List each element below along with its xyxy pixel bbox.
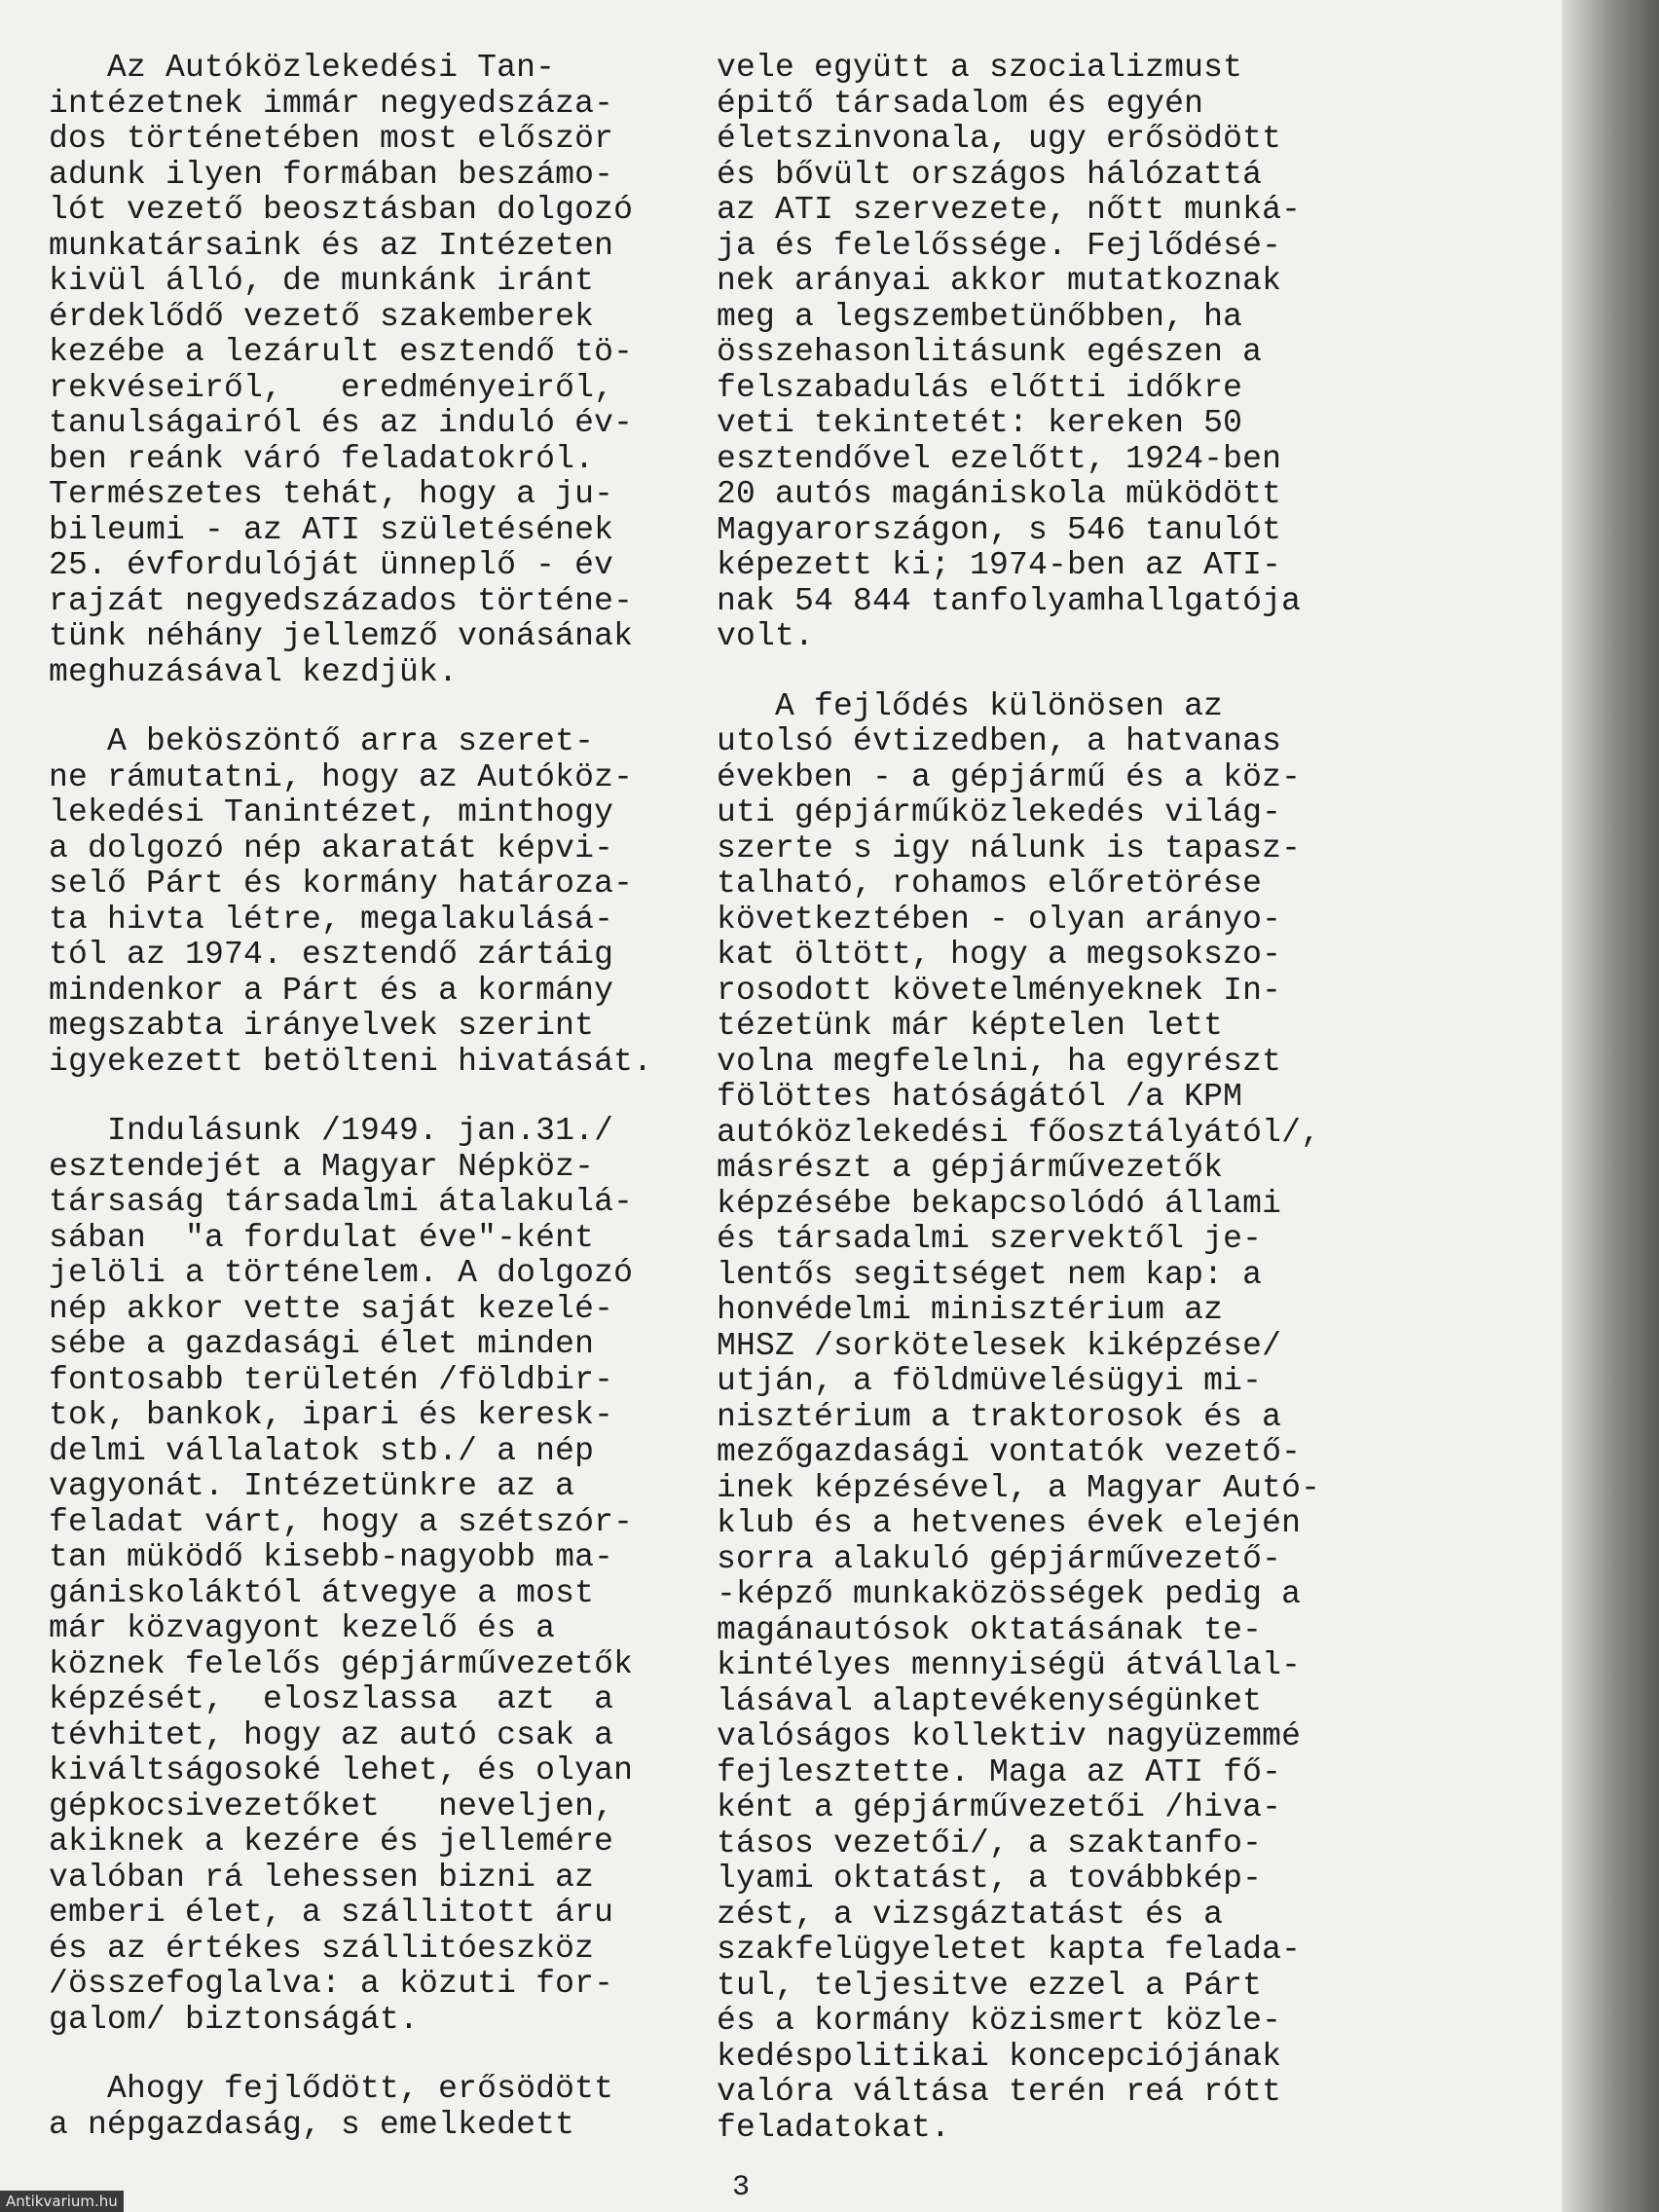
text-line: vele együtt a szocializmust — [717, 50, 1243, 86]
text-line: a népgazdaság, s emelkedett — [49, 2106, 575, 2143]
text-line: kezébe a lezárult esztendő tö- — [49, 334, 634, 370]
text-line: ben reánk váró feladatokról. — [49, 440, 595, 477]
text-line: inek képzésével, a Magyar Autó- — [717, 1469, 1321, 1506]
text-line: uti gépjárműközlekedés világ- — [717, 794, 1282, 830]
paragraph — [49, 1114, 691, 2038]
text-line: kiváltságosoké lehet, és olyan — [49, 1752, 634, 1788]
text-line: sébe a gazdasági élet minden — [49, 1326, 595, 1362]
text-line: munkatársaink és az Intézeten — [49, 227, 614, 264]
text-line: lyami oktatást, a továbbkép- — [717, 1861, 1263, 1897]
paragraph — [717, 51, 1359, 655]
text-line: szerte s igy nálunk is tapasz- — [717, 830, 1302, 866]
text-line: érdeklődő vezető szakemberek — [49, 298, 595, 335]
text-line: vagyonát. Intézetünkre az a — [49, 1468, 575, 1504]
text-line: emberi élet, a szállitott áru — [49, 1895, 614, 1931]
text-line: tok, bankok, ipari és keresk- — [49, 1397, 614, 1433]
text-line: kedéspolitikai koncepciójának — [717, 2038, 1282, 2075]
text-line: gépkocsivezetőket neveljen, — [49, 1788, 614, 1825]
page-edge-shadow — [1562, 0, 1659, 2212]
text-line: fejlesztette. Maga az ATI fő- — [717, 1753, 1282, 1790]
right-text-column — [717, 51, 1359, 2180]
text-line: bileumi - az ATI születésének — [49, 511, 614, 548]
text-line: kat öltött, hogy a megsokszo- — [717, 937, 1282, 973]
text-line: 20 autós magániskola müködött — [717, 476, 1282, 512]
text-line: ne rámutatni, hogy az Autóköz- — [49, 758, 634, 795]
text-line: MHSZ /sorkötelesek kiképzése/ — [717, 1327, 1282, 1364]
watermark-logo: Antikvarium.hu — [0, 2191, 124, 2212]
text-line: feladat várt, hogy a szétszór- — [49, 1503, 634, 1540]
text-line: talható, rohamos előretörése — [717, 866, 1263, 902]
text-line: nisztérium a traktorosok és a — [717, 1398, 1282, 1435]
text-line: szakfelügyeletet kapta felada- — [717, 1932, 1302, 1968]
text-line: sában "a fordulat éve"-ként — [49, 1219, 595, 1256]
text-line: nép akkor vette saját kezelé- — [49, 1290, 614, 1327]
text-line: esztendővel ezelőtt, 1924-ben — [717, 440, 1282, 477]
text-line: Az Autóközlekedési Tan- — [49, 50, 556, 86]
text-line: 25. évfordulóját ünneplő - év — [49, 547, 614, 583]
text-line: lásával alaptevékenységünket — [717, 1682, 1263, 1719]
text-line: képezett ki; 1974-ben az ATI- — [717, 547, 1282, 583]
text-line: delmi vállalatok stb./ a nép — [49, 1432, 595, 1469]
text-line: nek arányai akkor mutatkoznak — [717, 263, 1282, 299]
text-line: volna megfelelni, ha egyrészt — [717, 1043, 1282, 1080]
text-line: már közvagyont kezelő és a — [49, 1610, 556, 1646]
page-number: 3 — [732, 2171, 751, 2204]
text-line: rosodott követelményeknek In- — [717, 972, 1282, 1009]
text-line: volt. — [717, 618, 815, 654]
text-line: Magyarországon, s 546 tanulót — [717, 511, 1282, 548]
paragraph — [49, 51, 691, 690]
text-line: tézetünk már képtelen lett — [717, 1008, 1224, 1044]
text-line: felszabadulás előtti időkre — [717, 369, 1243, 406]
text-line: kintélyes mennyiségü átvállal- — [717, 1647, 1302, 1683]
text-line: honvédelmi minisztérium az — [717, 1292, 1224, 1328]
text-line: selő Párt és kormány határoza- — [49, 866, 634, 902]
text-line: galom/ biztonságát. — [49, 2001, 420, 2038]
text-line: valóságos kollektiv nagyüzemmé — [717, 1718, 1302, 1754]
text-line: életszinvonala, ugy erősödött — [717, 121, 1282, 157]
text-line: tévhitet, hogy az autó csak a — [49, 1716, 614, 1753]
text-line: és az értékes szállitóeszköz — [49, 1930, 595, 1967]
text-line: utolsó évtizedben, a hatvanas — [717, 723, 1282, 759]
text-line: autóközlekedési főosztályától/, — [717, 1114, 1321, 1151]
text-line: másrészt a gépjárművezetők — [717, 1150, 1224, 1186]
paragraph — [49, 2072, 691, 2143]
text-line: klub és a hetvenes évek elején — [717, 1505, 1302, 1541]
text-line: meg a legszembetünőbben, ha — [717, 298, 1243, 335]
text-line: összehasonlitásunk egészen a — [717, 334, 1263, 370]
text-line: gániskoláktól átvegye a most — [49, 1574, 595, 1611]
text-line: magánautósok oktatásának te- — [717, 1611, 1263, 1648]
text-line: ként a gépjárművezetői /hiva- — [717, 1789, 1282, 1825]
text-line: tünk néhány jellemző vonásának — [49, 618, 634, 654]
text-line: sorra alakuló gépjárművezető- — [717, 1540, 1282, 1577]
text-line: igyekezett betölteni hivatását. — [49, 1043, 653, 1080]
text-line: társaság társadalmi átalakulá- — [49, 1184, 634, 1220]
text-line: A fejlődés különösen az — [717, 687, 1224, 724]
text-line: tanulságairól és az induló év- — [49, 405, 634, 441]
text-line: utján, a földmüvelésügyi mi- — [717, 1363, 1263, 1399]
text-line: valóban rá lehessen bizni az — [49, 1859, 595, 1896]
text-line: ta hivta létre, megalakulásá- — [49, 901, 614, 938]
text-line: jelöli a történelem. A dolgozó — [49, 1255, 634, 1291]
text-line: lentős segitséget nem kap: a — [717, 1256, 1263, 1293]
text-line: és társadalmi szervektől je- — [717, 1221, 1263, 1257]
text-line: esztendejét a Magyar Népköz- — [49, 1148, 595, 1185]
text-line: képzésébe bekapcsolódó állami — [717, 1185, 1282, 1222]
text-line: ja és felelőssége. Fejlődésé- — [717, 227, 1282, 264]
text-line: Természetes tehát, hogy a ju- — [49, 476, 614, 512]
text-line: tul, teljesitve ezzel a Párt — [717, 1967, 1263, 2004]
text-line: következtében - olyan arányo- — [717, 901, 1282, 938]
text-line: -képző munkaközösségek pedig a — [717, 1576, 1302, 1612]
text-line: akiknek a kezére és jellemére — [49, 1824, 614, 1860]
text-line: a dolgozó nép akaratát képvi- — [49, 830, 614, 866]
text-line: valóra váltása terén reá rótt — [717, 2074, 1282, 2110]
text-line: fölöttes hatóságától /a KPM — [717, 1079, 1243, 1115]
text-line: mezőgazdasági vontatók vezető- — [717, 1434, 1302, 1470]
text-line: feladatokat. — [717, 2109, 951, 2146]
text-line: mindenkor a Párt és a kormány — [49, 972, 614, 1009]
text-line: nak 54 844 tanfolyamhallgatója — [717, 582, 1302, 619]
paragraph — [717, 689, 1359, 2147]
text-line: években - a gépjármű és a köz- — [717, 758, 1302, 795]
text-line: dos történetében most először — [49, 121, 614, 157]
text-line: fontosabb területén /földbir- — [49, 1361, 614, 1398]
text-line: épitő társadalom és egyén — [717, 85, 1204, 122]
text-line: lót vezető beosztásban dolgozó — [49, 192, 634, 228]
text-line: köznek felelős gépjárművezetők — [49, 1645, 634, 1682]
text-line: intézetnek immár negyedszáza- — [49, 85, 614, 122]
text-line: rekvéseiről, eredményeiről, — [49, 369, 614, 406]
text-line: az ATI szervezete, nőtt munká- — [717, 192, 1302, 228]
text-line: lekedési Tanintézet, minthogy — [49, 794, 614, 830]
text-line: zést, a vizsgáztatást és a — [717, 1896, 1224, 1933]
text-line: A beköszöntő arra szeret- — [49, 723, 595, 759]
text-line: adunk ilyen formában beszámo- — [49, 156, 614, 193]
left-text-column — [49, 51, 691, 2177]
paragraph — [49, 724, 691, 1080]
text-line: és bővült országos hálózattá — [717, 156, 1263, 193]
text-line: Ahogy fejlődött, erősödött — [49, 2071, 614, 2107]
text-line: Indulásunk /1949. jan.31./ — [49, 1113, 614, 1149]
text-line: megszabta irányelvek szerint — [49, 1008, 595, 1044]
text-line: veti tekintetét: kereken 50 — [717, 405, 1243, 441]
text-line: kivül álló, de munkánk iránt — [49, 263, 595, 299]
text-line: és a kormány közismert közle- — [717, 2003, 1282, 2039]
text-line: tásos vezetői/, a szaktanfo- — [717, 1825, 1263, 1862]
text-line: tan müködő kisebb-nagyobb ma- — [49, 1539, 614, 1575]
text-line: /összefoglalva: a közuti for- — [49, 1966, 614, 2002]
text-line: tól az 1974. esztendő zártáig — [49, 937, 614, 973]
text-line: meghuzásával kezdjük. — [49, 653, 459, 690]
text-line: képzését, eloszlassa azt a — [49, 1681, 614, 1717]
text-line: rajzát negyedszázados történe- — [49, 582, 634, 619]
